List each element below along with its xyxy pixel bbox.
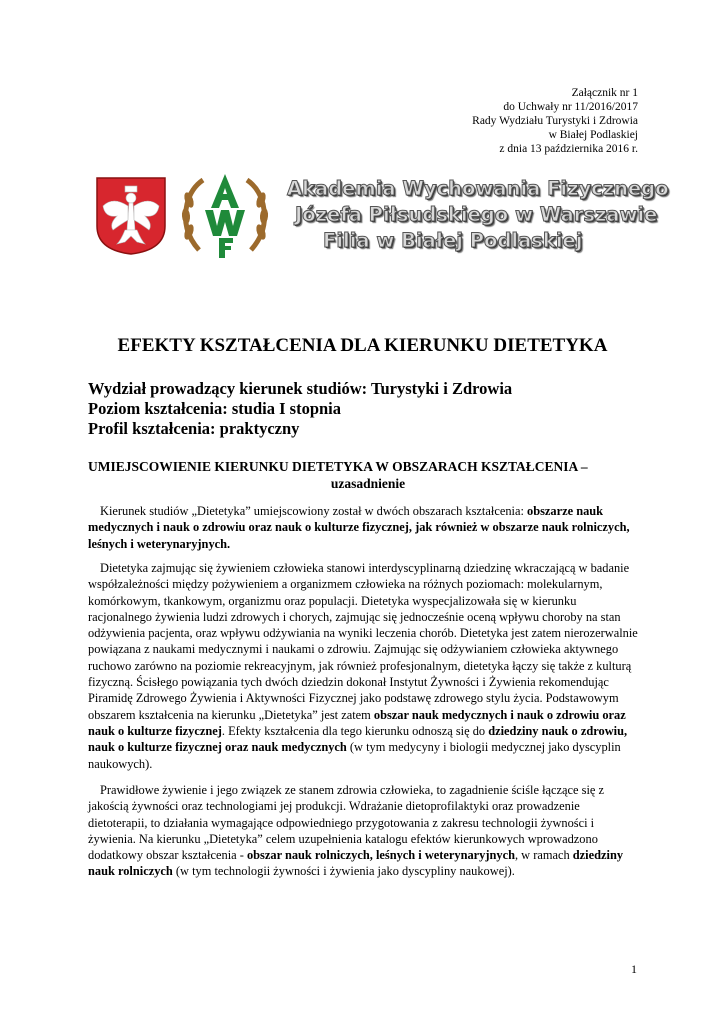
academy-name-line: Józefa Piłsudskiego w Warszawie	[295, 203, 658, 226]
level-line: Poziom kształcenia: studia I stopnia	[88, 399, 342, 418]
page-number: 1	[631, 962, 637, 976]
annex-line: w Białej Podlaskiej	[548, 129, 638, 141]
document-title: EFEKTY KSZTAŁCENIA DLA KIERUNKU DIETETYKA	[117, 335, 608, 356]
paragraph-text: Dietetyka zajmując się żywieniem człowieka stanowi interdyscyplinarną dziedzinę wkraczającą w badanie współzależności między pożywieniem a organizmem człowieka na różnych poziomach: molekularnym, komórkowym, tkankowym, organizmu oraz populacji. Dietetyka wyspecjalizowała się w kierunku racjonalnego żywienia ludzi zdrowych i chorych, zajmując się jednocześnie oceną wpływu choroby na stan odżywienia pacjenta, oraz wpływu odżywiania na wyniki leczenia chorób. Dietetyka jest zatem nierozerwalnie powiązana z naukami medycznymi i naukami o zdrowiu. Zajmując się odżywianiem człowieka aktywnego ruchowo zarówno na poziomie rekreacyjnym, jak również profesjonalnym, dietetyka łączy się także z kulturą fizyczną. Ścisłego powiązania tych dwóch dziedzin dokonał Instytut Żywności i Żywienia rekomendując Piramidę Zdrowego Żywienia i Aktywności Fizycznej jako podstawę zdrowego stylu życia. Podstawowym obszarem kształcenia na kierunku „Dietetyka” jest zatem	[88, 561, 638, 722]
annex-note	[472, 86, 638, 156]
annex-line: z dnia 13 października 2016 r.	[499, 143, 638, 155]
annex-line: Załącznik nr 1	[571, 87, 638, 99]
paragraph-2	[88, 560, 638, 772]
academy-name-line: Akademia Wychowania Fizycznego	[287, 177, 669, 200]
header-logos	[95, 170, 669, 260]
paragraph-emphasis: dziedziny nauk o zdrowiu, nauk o kulturze fizycznej oraz nauk medycznych	[88, 723, 628, 755]
annex-line: Rady Wydziału Turystyki i Zdrowia	[472, 115, 638, 127]
paragraph-text: Prawidłowe żywienie i jego związek ze stanem zdrowia człowieka, to zagadnienie ściśle łączące się z jakością żywności oraz technologiami jej produkcji. Wdrażanie dietoprofilaktyki oraz prowadzenie dietoterapii, to działania wymagające odpowiedniego przygotowania z zakresu technologii żywności i żywienia. Na kierunku „Dietetyka” celem uzupełnienia katalogu efektów kierunkowych wprowadzono dodatkowy obszar kształcenia -	[88, 783, 604, 863]
paragraph-text: , w ramach	[514, 848, 573, 863]
faculty-line: Wydział prowadzący kierunek studiów: Turystyki i Zdrowia	[88, 379, 513, 398]
academy-name	[285, 176, 669, 254]
annex-line: do Uchwały nr 11/2016/2017	[503, 101, 638, 113]
academy-name-line: Filia w Białej Podlaskiej	[323, 229, 583, 252]
paragraph-3	[88, 782, 638, 880]
paragraph-emphasis: obszar nauk rolniczych, leśnych i weterynaryjnych	[246, 848, 515, 863]
paragraph-text: (w tym medycyny i biologii medycznej jako dyscyplin naukowych).	[88, 740, 621, 771]
paragraph-text: . Efekty kształcenia dla tego kierunku odnoszą się do	[221, 723, 489, 738]
paragraph-text: Kierunek studiów „Dietetyka” umiejscowiony został w dwóch obszarach kształcenia:	[100, 504, 527, 518]
polish-eagle-emblem-icon	[95, 176, 167, 256]
paragraph-emphasis: obszar nauk medycznych i nauk o zdrowiu oraz nauk o kulturze fizycznej	[88, 707, 626, 738]
paragraph-emphasis: dziedziny nauk rolniczych	[88, 848, 624, 879]
paragraph-1	[88, 503, 638, 552]
section-heading-line: uzasadnienie	[330, 476, 406, 491]
study-info	[88, 379, 512, 439]
awf-logo-icon	[177, 170, 273, 260]
profile-line: Profil kształcenia: praktyczny	[88, 419, 300, 438]
section-heading-line: UMIEJSCOWIENIE KIERUNKU DIETETYKA W OBSZARACH KSZTAŁCENIA –	[88, 459, 588, 474]
section-heading	[88, 458, 648, 492]
paragraph-emphasis: obszarze nauk medycznych i nauk o zdrowiu oraz nauk o kulturze fizycznej, jak również w obszarze nauk rolniczych, leśnych i weterynaryjnych.	[88, 504, 630, 551]
paragraph-text: (w tym technologii żywności i żywienia jako dyscypliny naukowej).	[172, 864, 515, 879]
